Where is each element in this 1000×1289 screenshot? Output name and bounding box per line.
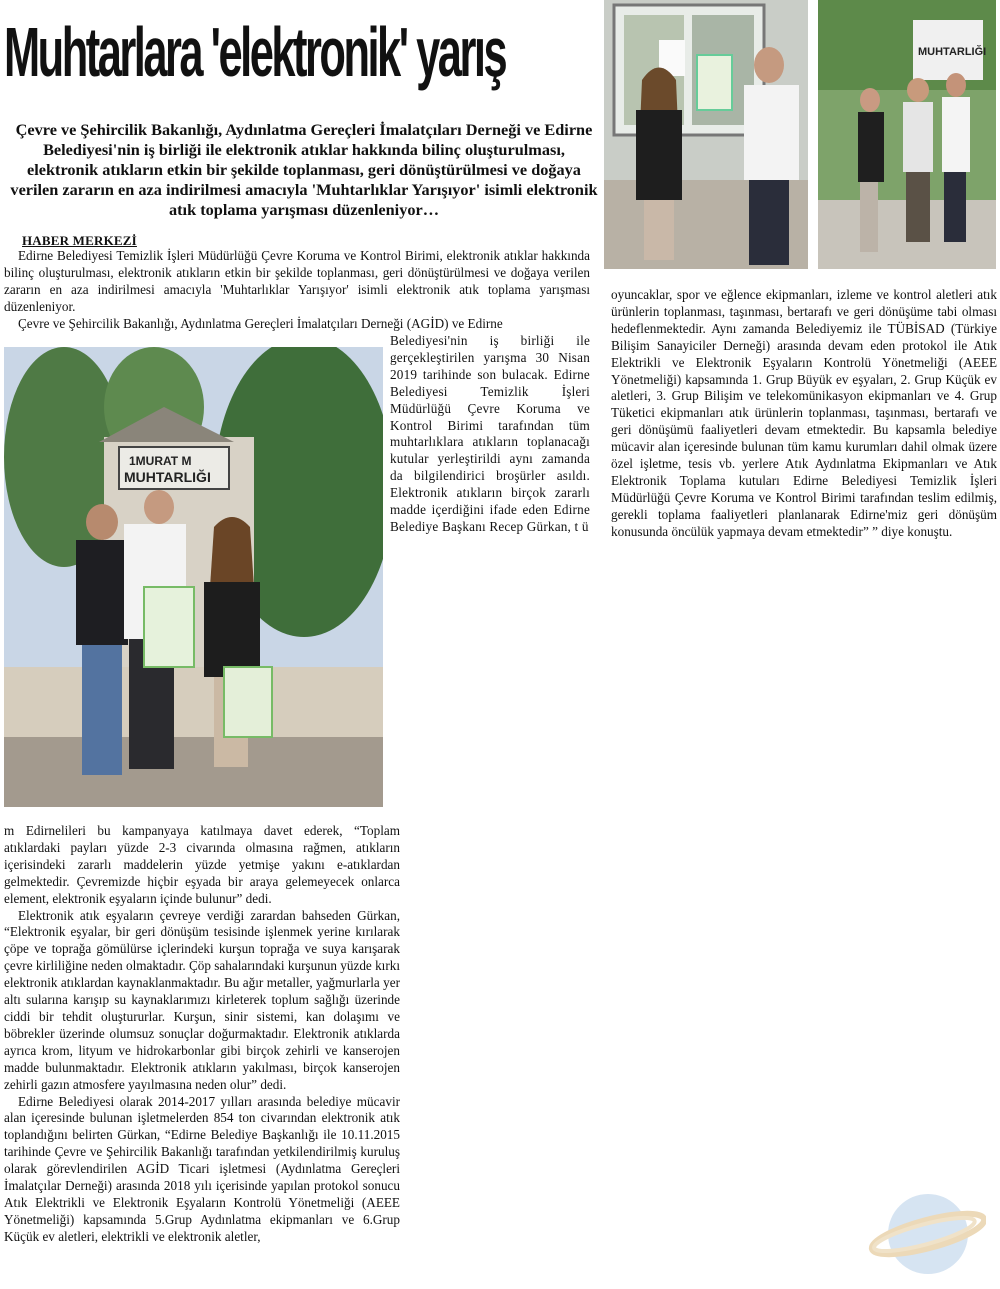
- photo-poster-door: [604, 0, 808, 269]
- paragraph-2-start: Çevre ve Şehircilik Bakanlığı, Aydınlatma Gereçleri İmalatçıları Derneği (AGİD) ve Edirne: [18, 315, 503, 331]
- headline: Muhtarlara 'elektronik' yarış: [4, 13, 506, 91]
- byline: HABER MERKEZİ: [22, 233, 137, 248]
- photo-main-group: [4, 347, 383, 807]
- paragraph-2-narrow: Belediyesi'nin iş birliği ile gerçekleştirilen yarışma 30 Nisan 2019 tarihinde son bulacak. Edirne Belediyesi Temizlik İşleri Müdürlüğü Çevre Koruma ve Kontrol Birimi tarafından tüm muhtarlıklara atıkların toplanacağı kutular yerleştirildi aynı zamanda da bilgilendirici broşürler asıldı. Elektronik atıkların birçok zararlı madde içerdiğini ifade eden Edirne Belediye Başkanı Recep Gürkan, t ü: [390, 333, 590, 534]
- article-right-column: [611, 287, 997, 541]
- bottom-paragraph-2: Elektronik atık eşyaların çevreye verdiği zarardan bahseden Gürkan, “Elektronik eşyalar, bir geri dönüşüm tesisinde işlenmek yerine kırılarak çöpe ve toprağa gömülürse içlerindeki kurşun toprağa ve suya karışarak çevre kirliliğine neden olmaktadır. Çöp sahalarındaki kurşunun yüzde kırkı elektronik atıklardan kaynaklanmaktadır. Bu ağır metaller, yağmurlarla yer altı sularına karışıp su kaynaklarımızı kirleterek toplum sağlığı üzerinde ciddi bir tehdit oluştururlar. Kurşun, sinir sistemi, kan dolaşımı ve böbrekler üzerinde olumsuz sonuçlar doğurmaktadır. Elektronik atıklarda ayrıca krom, lityum ve hidrokarbonlar gibi birçok zehirli ve kanserojen madde bulunmaktadır. Elektronik atıkların yakılması, birçok kanserojen zehirli gazın atmosfere yayılmasına neden olur” dedi.: [4, 907, 400, 1092]
- watermark-logo: [866, 1188, 986, 1280]
- svg-text:MUHTARLIĞI: MUHTARLIĞI: [124, 469, 211, 485]
- article-bottom-column: [4, 823, 400, 1246]
- spot-text: Çevre ve Şehircilik Bakanlığı, Aydınlatma Gereçleri İmalatçıları Derneği ve Edirne Belediyesi'nin iş birliği ile elektronik atıklar hakkında bilinç oluşturulması, elektronik atıkların etkin bir şekilde toplanması, geri dönüştürülmesi ve doğaya verilen zararın en aza indirilmesi amacıyla 'Muhtarlıklar Yarışıyor' isimli elektronik atık toplama yarışması düzenleniyor…: [10, 120, 598, 219]
- photo-right-sign: MUHTARLIĞI: [918, 46, 987, 58]
- article-intro: [4, 246, 590, 333]
- bottom-paragraph-3: Edirne Belediyesi olarak 2014-2017 yılları arasında belediye mücavir alan içeresinde bulunan işletmelerden 854 ton civarından elektronik atık toplandığını belirten Gürkan, “Edirne Belediye Başkanlığı ile 10.11.2015 tarihinde Çevre ve Şehircilik Bakanlığı tarafından yetkilendirilmiş kuruluş olarak görevlendirilen AGİD Ticari işletmesi (Aydınlatma Gereçleri İmalatçılar Derneği) arasında 2018 yılı içerisinde yapılan protokol sonucu Atık Elektrikli ve Elektronik Eşyaların Kontrolü Yönetmeliği (AEEE Yönetmeliği) kapsamında 5.Grup Aydınlatma ekipmanları ve 6.Grup Küçük ev aletleri, elektrikli ve elektronik aletler,: [4, 1093, 400, 1244]
- photo-group-muhtarlik: [818, 0, 996, 269]
- right-paragraph: oyuncaklar, spor ve eğlence ekipmanları, izleme ve kontrol aletleri atık ürünlerin toplanması, taşınması, bertarafı ve geri dönüşüme tabi olması hedeflenmektedir. Aynı zamanda Belediyemiz ile TÜBİSAD (Türkiye Bilişim Sanayiciler Derneği) arasında devam eden protokol ile Atık Elektrikli ve Elektronik Eşyaların Kontrolü Yönetmeliği (AEEE Yönetmeliği) kapsamında 1. Grup Büyük ev eşyaları, 2. Grup Küçük ev aletleri, 3. Grup Bilişim ve telekomünikasyon ekipmanları ve 4. Grup Tüketici ekipmanları atık ürünlerin toplanması, taşınması, bertarafı ve geri dönüşümü faaliyetleri devam etmektedir. Bu kapsamla belediye mücavir alan içeresinde bulunan tüm kamu kurumları dahil olmak üzere özel işletme, tesis vb. yerlere Atık Aydınlatma Ekipmanları ve Atık Elektronik Toplama kutuları Edirne Belediyesi Temizlik İşleri Müdürlüğü Çevre Koruma ve Kontrol Birimi tarafından teslim edilmiş, gerekli toplama faaliyetleri planlanarak Edirne'miz geri dönüşüm konusunda öncülük yapmaya devam etmektedir” ” diye konuştu.: [611, 287, 997, 539]
- paragraph-1: Edirne Belediyesi Temizlik İşleri Müdürlüğü Çevre Koruma ve Kontrol Birimi, elektronik atıklar hakkında bilinç oluşturulması, elektronik atıkların etkin bir şekilde toplanması, geri dönüştürülmesi ve doğaya verilen zararın en aza indirilmesi amacıyla 'Muhtarlıklar Yarışıyor' isimli elektronik atık toplama yarışması düzenleniyor.: [4, 248, 590, 314]
- article-narrow-column: [390, 333, 590, 536]
- svg-text:1MURAT M: 1MURAT M: [129, 454, 192, 468]
- bottom-paragraph-1: m Edirnelileri bu kampanyaya katılmaya davet ederek, “Toplam atıklardaki payları yüzde 2-3 civarında olmasına rağmen, atıkların içerisindeki zararlı maddelerin yüzde yetmişe yakını e-atıklardan gelmektedir. Çevremizde hiçbir eşyada bir araya gelemeyecek onlarca element, elektronik eşyaların içinde bulunur” dedi.: [4, 823, 400, 906]
